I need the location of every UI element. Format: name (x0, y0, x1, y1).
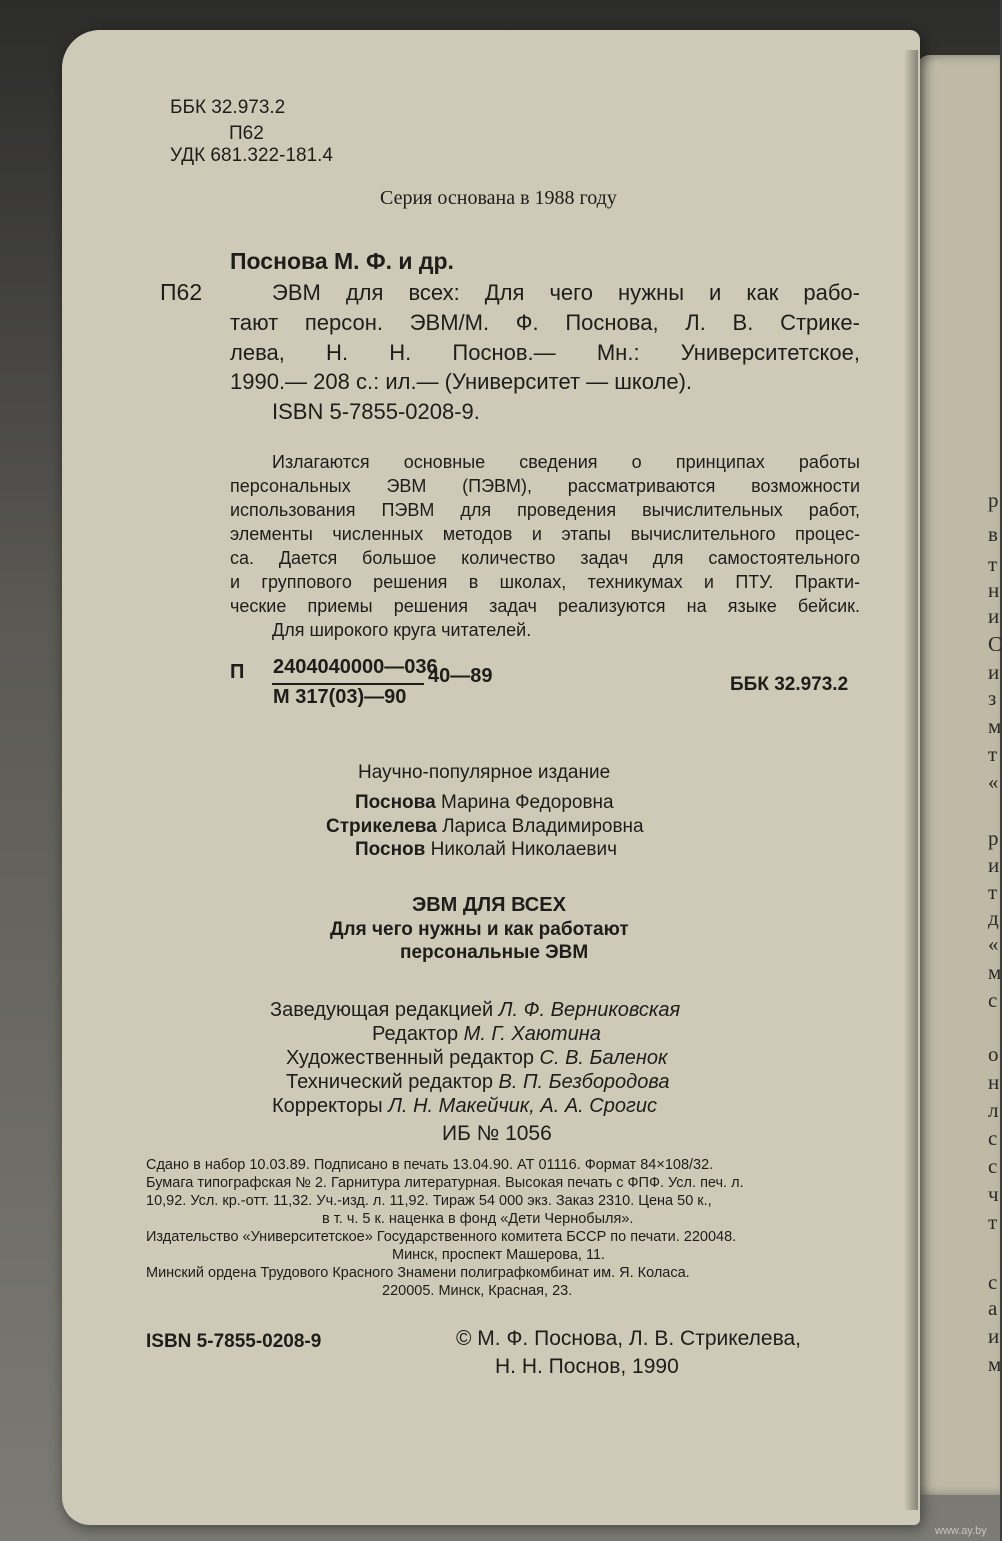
index-suffix: 40—89 (428, 665, 493, 687)
bibliography-line: ЭВМ для всех: Для чего нужны и как рабо- (272, 280, 860, 305)
next-page-letter: с (988, 1126, 998, 1150)
imprint-line: Минский ордена Трудового Красного Знамени полиграфкомбинат им. Я. Коласа. (146, 1265, 690, 1281)
next-page-letter: о (988, 1042, 999, 1066)
bibliography-line: 1990.— 208 с.: ил.— (Университет — школе). (230, 369, 693, 394)
imprint-line: 10,92. Усл. кр.-отт. 11,32. Уч.-изд. л. 11,92. Тираж 54 000 экз. Заказ 2310. Цена 50 к., (146, 1193, 712, 1209)
copyright-line: Н. Н. Поснов, 1990 (495, 1355, 679, 1378)
next-page-letter: « (988, 932, 999, 956)
next-page-letter: д (988, 906, 999, 930)
copyright-line: © М. Ф. Поснова, Л. В. Стрикелева, (456, 1327, 802, 1350)
next-page-letter: « (988, 770, 999, 794)
next-page-letter: т (988, 880, 998, 904)
index-letter: П (230, 661, 245, 683)
index-denominator: М 317(03)—90 (273, 686, 407, 708)
next-page-letter: с (988, 988, 998, 1012)
series-note: Серия основана в 1988 году (380, 187, 617, 209)
imprint-line: 220005. Минск, Красная, 23. (382, 1283, 573, 1299)
staff-line: Технический редактор В. П. Безбородова (286, 1071, 670, 1093)
book-subtitle: персональные ЭВМ (400, 942, 589, 963)
author-full-name: Поснов Николай Николаевич (355, 839, 618, 860)
next-page-letter: ч (988, 1182, 999, 1206)
next-page-letter: т (988, 742, 998, 766)
annotation-line: са. Дается большое количество задач для самостоятельного (230, 548, 860, 568)
author-mark: П62 (229, 123, 264, 144)
staff-line: Заведующая редакцией Л. Ф. Верниковская (270, 999, 681, 1021)
page-gutter-shadow (904, 50, 918, 1510)
imprint-line: Минск, проспект Машерова, 11. (392, 1247, 606, 1263)
author-full-name: Поснова Марина Федоровна (355, 792, 614, 813)
next-page-letter: з (988, 686, 997, 710)
annotation-line: и группового решения в школах, техникумах и ПТУ. Практи- (230, 572, 860, 592)
next-page-letter: н (988, 578, 1000, 602)
next-page-letter: с (988, 1154, 998, 1178)
annotation-line: Излагаются основные сведения о принципах работы (272, 452, 860, 472)
book-subtitle: Для чего нужны и как работают (330, 919, 629, 940)
bbk-code: ББК 32.973.2 (170, 97, 286, 118)
footer-isbn: ISBN 5-7855-0208-9 (146, 1331, 322, 1352)
author-full-name: Стрикелева Лариса Владимировна (326, 816, 644, 837)
staff-line: Корректоры Л. Н. Макейчик, А. А. Срогис (272, 1095, 657, 1117)
next-page-letter: и (988, 1324, 1000, 1348)
next-page-letter: м (988, 1352, 1002, 1376)
next-page-letter: и (988, 604, 1000, 628)
bibliography-isbn: ISBN 5-7855-0208-9. (272, 399, 480, 424)
next-page-letter: с (988, 1270, 998, 1294)
annotation-line: Для широкого круга читателей. (272, 620, 532, 640)
bibliography-code: П62 (160, 279, 203, 305)
ib-number: ИБ № 1056 (442, 1122, 552, 1145)
imprint-line: Сдано в набор 10.03.89. Подписано в печать 13.04.90. АТ 01116. Формат 84×108/32. (146, 1157, 714, 1173)
next-page-letter: р (988, 826, 999, 850)
annotation-line: использования ПЭВМ для проведения вычислительных работ, (230, 500, 860, 520)
next-page-letter: л (988, 1098, 999, 1122)
next-page-letter: т (988, 1210, 998, 1234)
next-page-letter: м (988, 714, 1002, 738)
udk-code: УДК 681.322-181.4 (170, 145, 333, 166)
annotation-line: персональных ЭВМ (ПЭВМ), рассматриваются возможности (230, 476, 860, 496)
annotation-line: ческие приемы решения задач реализуются на языке бейсик. (230, 596, 860, 616)
index-numerator: 2404040000—036 (273, 656, 438, 678)
next-page-letter: в (988, 522, 998, 546)
watermark: www.ay.by (935, 1525, 987, 1537)
imprint-line: Издательство «Университетское» Государственного комитета БССР по печати. 220048. (146, 1229, 737, 1245)
book-title: ЭВМ ДЛЯ ВСЕХ (412, 894, 566, 916)
staff-line: Редактор М. Г. Хаютина (372, 1023, 601, 1045)
next-page-letter: н (988, 1070, 1000, 1094)
next-page-letter: С (988, 632, 1002, 656)
bibliography-line: тают персон. ЭВМ/М. Ф. Поснова, Л. В. Стрике- (230, 310, 860, 335)
edition-type: Научно-популярное издание (358, 762, 611, 783)
next-page-letter: т (988, 552, 998, 576)
next-page-letter: и (988, 853, 1000, 877)
next-page-letter: р (988, 488, 999, 512)
index-bbk: ББК 32.973.2 (730, 674, 849, 695)
bibliography-line: лева, Н. Н. Поснов.— Мн.: Университетское, (230, 340, 860, 365)
next-page-letter: а (988, 1296, 998, 1320)
annotation-line: элементы численных методов и этапы вычислительного процес- (230, 524, 860, 544)
imprint-line: Бумага типографская № 2. Гарнитура литературная. Высокая печать с ФПФ. Усл. печ. л. (146, 1175, 744, 1191)
imprint-line: в т. ч. 5 к. наценка в фонд «Дети Чернобыля». (322, 1211, 634, 1227)
author-heading: Поснова М. Ф. и др. (230, 248, 454, 274)
fraction-line (272, 683, 424, 685)
next-page-letter: м (988, 960, 1002, 984)
staff-line: Художественный редактор С. В. Баленок (286, 1047, 668, 1069)
next-page-letter: и (988, 660, 1000, 684)
